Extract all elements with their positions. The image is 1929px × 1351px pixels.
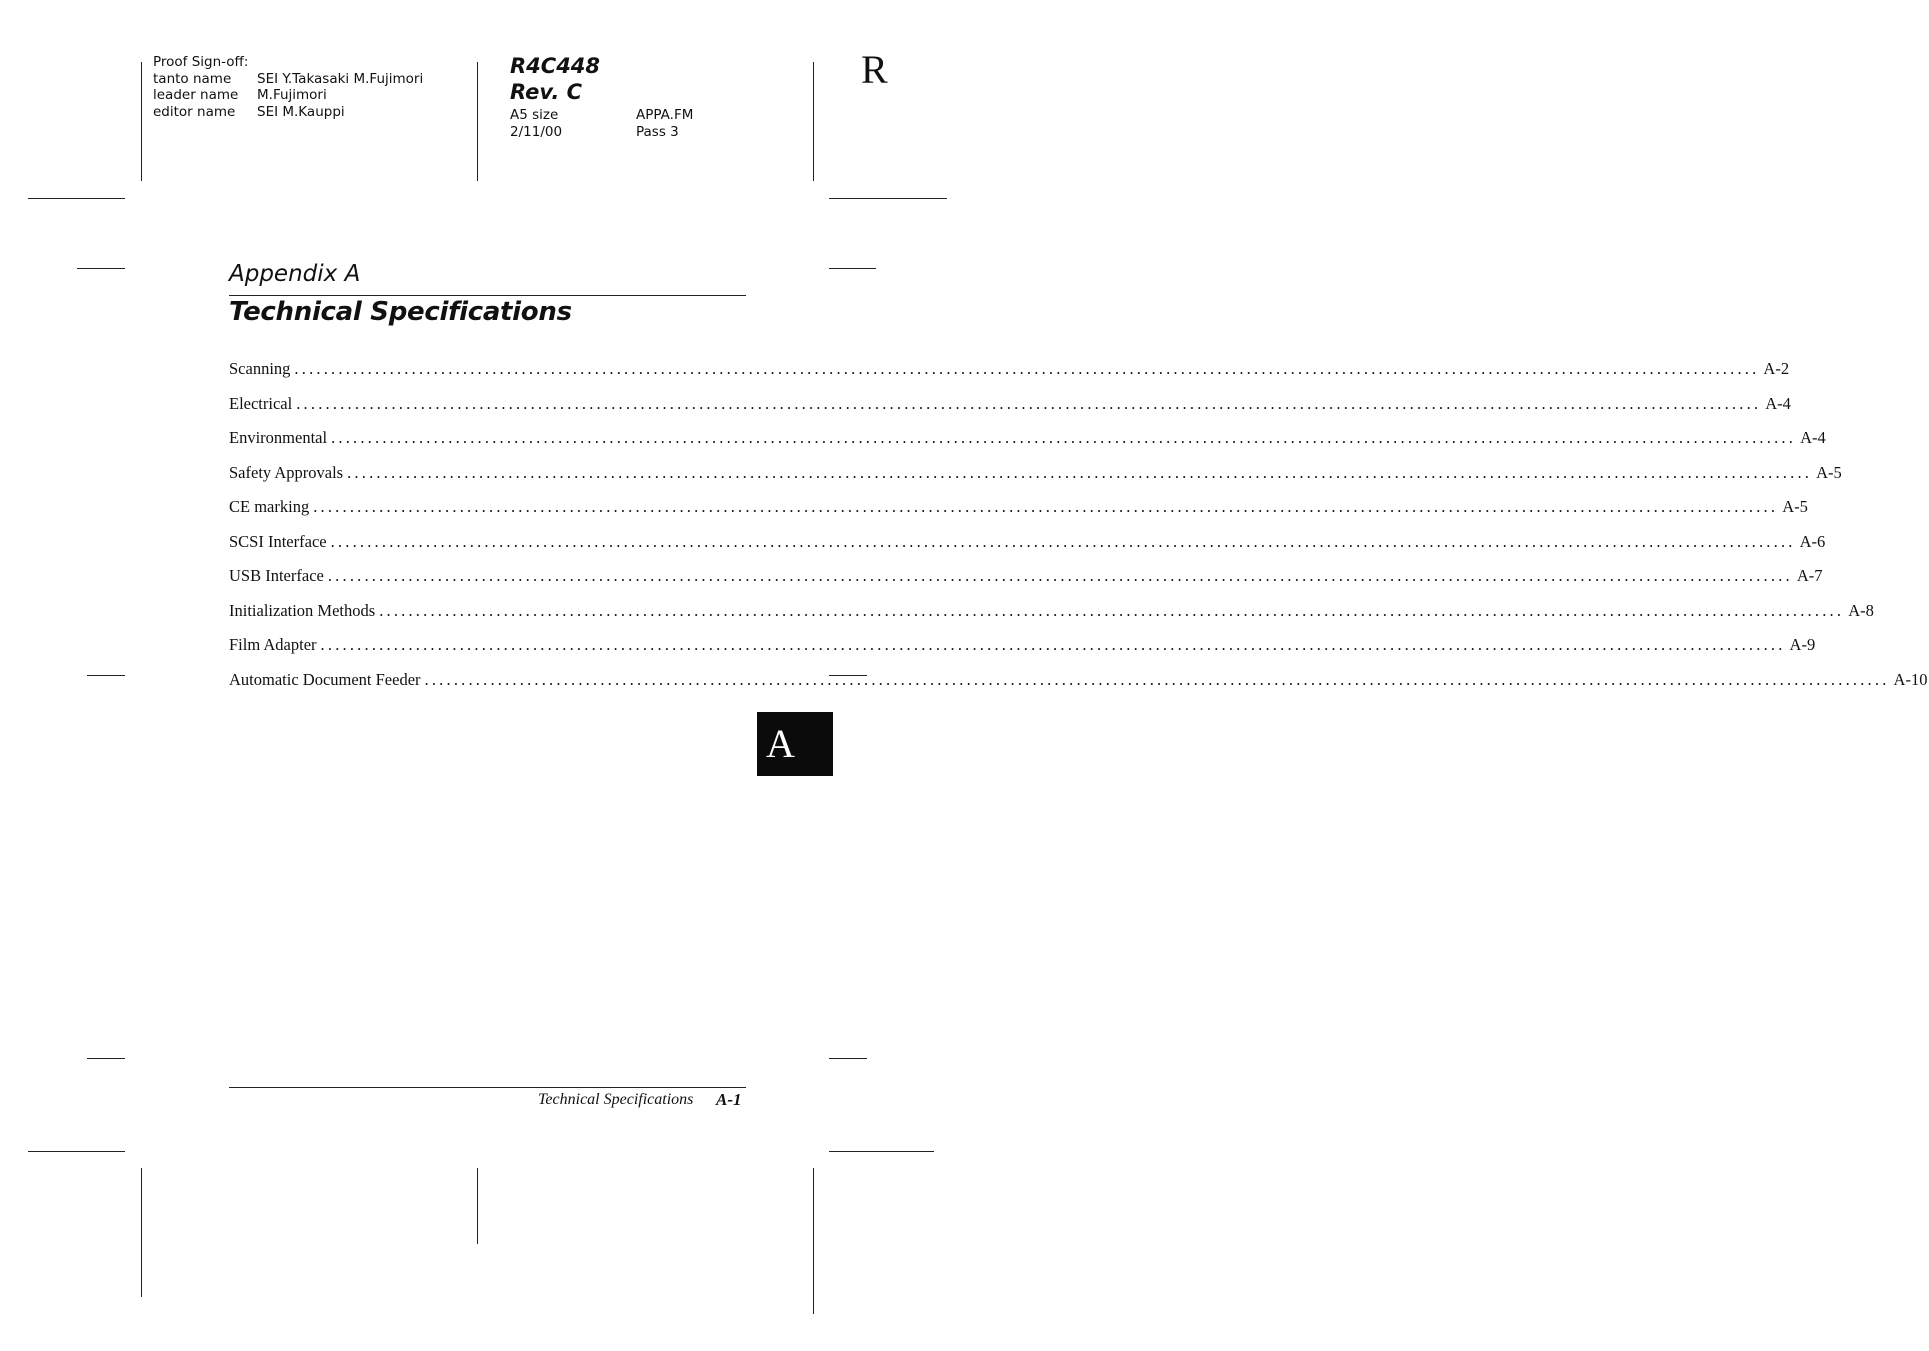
proof-row [153, 104, 423, 121]
trim-mark-left-lower [87, 1058, 125, 1059]
toc-entry[interactable] [229, 633, 1816, 668]
trim-mark-right-upper [829, 268, 876, 269]
toc-leader-dots: ........................................................................................................................................................................................................ [327, 566, 1793, 585]
meta-row [510, 107, 693, 124]
crop-mark-top-right-vertical [813, 62, 814, 181]
trim-mark-right-lower [829, 1058, 867, 1059]
toc-entry[interactable] [229, 357, 1790, 392]
meta-block [510, 107, 693, 140]
toc-entry-page: A-5 [1816, 462, 1842, 482]
corner-mark: R [861, 47, 888, 92]
meta-row [510, 124, 693, 141]
toc-entry[interactable] [229, 392, 1791, 427]
footer-page-number: A-1 [716, 1090, 742, 1109]
toc-entry-page: A-2 [1763, 359, 1790, 378]
toc-entry-page: A-10 [1893, 669, 1928, 689]
toc-leader-dots: ........................................................................................................................................................................................................ [331, 428, 1797, 447]
toc-entry-label: Scanning [229, 359, 291, 378]
appendix-thumb-tab: A [757, 712, 833, 776]
toc-leader-dots: ........................................................................................................................................................................................................ [296, 393, 1762, 413]
proof-row [153, 87, 423, 104]
toc-entry-label: Initialization Methods [229, 600, 376, 620]
meta-size: A5 size [510, 107, 559, 123]
toc-entry[interactable] [229, 461, 1842, 496]
toc-entry-label: Electrical [229, 393, 293, 413]
crop-mark-top-center-vertical [477, 62, 478, 181]
crop-mark-top-left-horizontal [28, 198, 125, 199]
meta-file: APPA.FM [636, 107, 694, 123]
toc-leader-dots: ........................................................................................................................................................................................................ [313, 497, 1779, 516]
toc-entry-page: A-4 [1765, 393, 1791, 413]
footer-rule [229, 1087, 746, 1088]
toc-leader-dots: ........................................................................................................................................................................................................ [347, 462, 1813, 482]
toc-entry[interactable] [229, 564, 1823, 599]
crop-mark-top-right-horizontal [829, 198, 947, 199]
crop-mark-bottom-right-vertical [813, 1168, 814, 1314]
proof-heading: Proof Sign-off: [153, 54, 249, 70]
toc-entry[interactable] [229, 426, 1826, 461]
toc-entry-page: A-6 [1799, 531, 1826, 551]
proof-key: leader name [153, 87, 239, 103]
toc-leader-dots: ........................................................................................................................................................................................................ [330, 531, 1796, 551]
crop-mark-bottom-right-horizontal [829, 1151, 934, 1152]
toc-entry-label: CE marking [229, 497, 310, 516]
toc-entry[interactable] [229, 599, 1874, 634]
toc-entry-page: A-4 [1800, 428, 1826, 447]
proof-signoff-block [153, 54, 423, 120]
trim-mark-left-middle [87, 675, 125, 676]
proof-value: SEI Y.Takasaki M.Fujimori [257, 70, 424, 87]
toc-entry-label: USB Interface [229, 566, 324, 585]
crop-mark-bottom-left-vertical [141, 1168, 142, 1297]
toc-leader-dots: ........................................................................................................................................................................................................ [320, 635, 1786, 654]
meta-pass: Pass 3 [636, 123, 679, 140]
toc-entry[interactable] [229, 495, 1808, 530]
toc-entry-label: SCSI Interface [229, 531, 327, 551]
table-of-contents [229, 357, 1928, 702]
toc-entry-label: Automatic Document Feeder [229, 669, 421, 689]
proof-key: editor name [153, 103, 236, 120]
toc-leader-dots: ........................................................................................................................................................................................................ [294, 359, 1760, 378]
toc-leader-dots: ........................................................................................................................................................................................................ [424, 669, 1890, 689]
toc-entry-page: A-5 [1782, 497, 1808, 516]
toc-entry-label: Environmental [229, 428, 328, 447]
chapter-title: Technical Specifications [229, 297, 572, 327]
model-code: R4C448 [510, 54, 601, 78]
model-block [510, 53, 600, 105]
toc-leader-dots: ........................................................................................................................................................................................................ [379, 600, 1845, 620]
toc-entry-page: A-9 [1789, 635, 1816, 654]
trim-mark-left-upper [77, 268, 125, 269]
meta-date: 2/11/00 [510, 123, 563, 140]
toc-entry[interactable] [229, 668, 1928, 703]
crop-mark-top-left-vertical [141, 62, 142, 181]
proof-key: tanto name [153, 70, 232, 87]
toc-entry-page: A-8 [1848, 600, 1874, 620]
toc-entry-label: Film Adapter [229, 635, 317, 654]
proof-value: SEI M.Kauppi [257, 103, 345, 120]
proof-row [153, 71, 423, 88]
model-revision: Rev. C [510, 80, 583, 104]
appendix-label: Appendix A [229, 261, 361, 287]
proof-value: M.Fujimori [257, 87, 327, 103]
toc-entry-page: A-7 [1796, 566, 1823, 585]
crop-mark-bottom-center-vertical [477, 1168, 478, 1244]
crop-mark-bottom-left-horizontal [28, 1151, 125, 1152]
footer-title: Technical Specifications [538, 1091, 694, 1108]
toc-entry-label: Safety Approvals [229, 462, 344, 482]
toc-entry[interactable] [229, 530, 1826, 565]
